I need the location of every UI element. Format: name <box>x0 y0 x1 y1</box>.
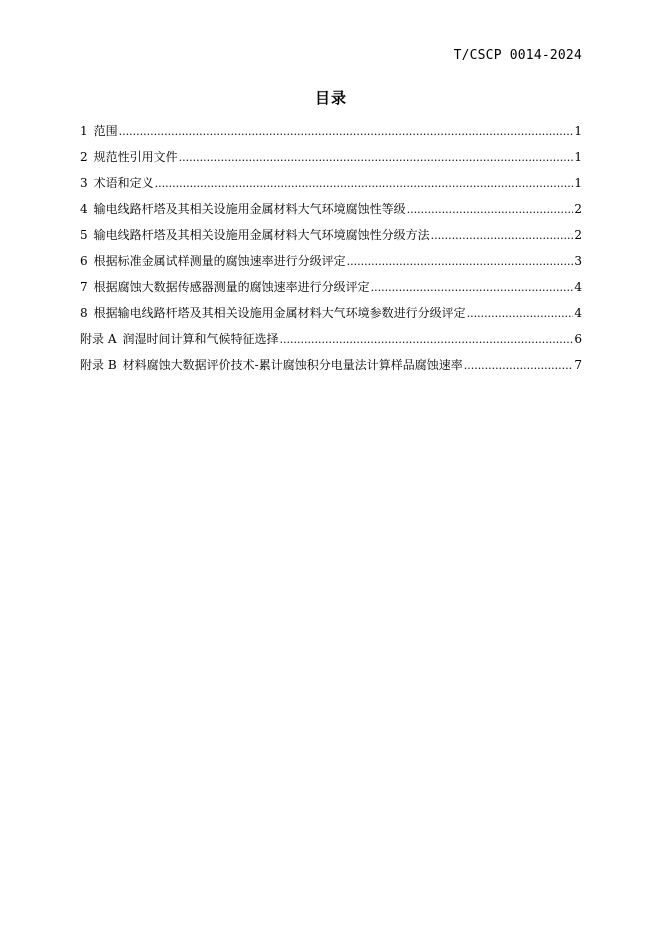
toc-entry-title: 润湿时间计算和气候特征选择 <box>122 332 279 346</box>
toc-entry-label <box>80 175 154 191</box>
toc-entry-page: 1 <box>574 176 582 190</box>
toc-entry-number: 1 <box>80 124 88 138</box>
toc-entry-label <box>80 357 463 373</box>
toc-entry-8[interactable] <box>80 295 582 321</box>
toc-entry-label <box>80 149 178 165</box>
toc-leader-dots <box>431 229 574 243</box>
toc-leader-dots <box>371 281 574 295</box>
toc-entry-label <box>80 331 279 347</box>
toc-entry-3[interactable] <box>80 165 582 191</box>
toc-entry-title: 范围 <box>93 124 118 138</box>
toc-entry-title: 材料腐蚀大数据评价技术-累计腐蚀积分电量法计算样品腐蚀速率 <box>122 358 463 372</box>
toc-entry-title: 输电线路杆塔及其相关设施用金属材料大气环境腐蚀性等级 <box>93 202 406 216</box>
toc-leader-dots <box>467 307 574 321</box>
toc-entry-label <box>80 253 346 269</box>
toc-entry-page: 7 <box>574 358 582 372</box>
toc-entry-number: 附录 B <box>80 358 117 372</box>
toc-entry-page: 4 <box>574 306 582 320</box>
toc-entry-number: 附录 A <box>80 332 117 346</box>
toc-entry-appendix-b[interactable] <box>80 347 582 373</box>
toc-entry-1[interactable] <box>80 113 582 139</box>
toc-leader-dots <box>119 125 574 139</box>
toc-entry-title: 输电线路杆塔及其相关设施用金属材料大气环境腐蚀性分级方法 <box>93 228 430 242</box>
toc-entry-page: 2 <box>574 202 582 216</box>
toc-entry-page: 2 <box>574 228 582 242</box>
toc-entry-page: 3 <box>574 254 582 268</box>
toc-leader-dots <box>407 203 574 217</box>
toc-entry-number: 7 <box>80 280 88 294</box>
toc-leader-dots <box>347 255 574 269</box>
toc-entry-2[interactable] <box>80 139 582 165</box>
toc-entry-number: 3 <box>80 176 88 190</box>
toc-entry-label <box>80 123 118 139</box>
toc-entry-title: 规范性引用文件 <box>93 150 178 164</box>
toc-entry-number: 5 <box>80 228 88 242</box>
toc-entry-4[interactable] <box>80 191 582 217</box>
toc-entry-label <box>80 227 430 243</box>
toc-entry-page: 6 <box>574 332 582 346</box>
toc-entry-number: 4 <box>80 202 88 216</box>
document-code: T/CSCP 0014-2024 <box>453 48 582 63</box>
toc-entry-page: 1 <box>574 150 582 164</box>
toc-entry-page: 4 <box>574 280 582 294</box>
toc-entry-title: 根据标准金属试样测量的腐蚀速率进行分级评定 <box>93 254 346 268</box>
toc-entry-5[interactable] <box>80 217 582 243</box>
toc-entry-7[interactable] <box>80 269 582 295</box>
table-of-contents <box>80 113 582 373</box>
toc-leader-dots <box>280 333 574 347</box>
toc-title: 目录 <box>314 89 347 107</box>
toc-entry-number: 2 <box>80 150 88 164</box>
toc-entry-number: 6 <box>80 254 88 268</box>
toc-leader-dots <box>464 359 574 373</box>
toc-leader-dots <box>179 151 574 165</box>
toc-entry-label <box>80 305 466 321</box>
toc-entry-6[interactable] <box>80 243 582 269</box>
toc-entry-label <box>80 201 406 217</box>
toc-entry-label <box>80 279 370 295</box>
toc-entry-number: 8 <box>80 306 88 320</box>
toc-entry-page: 1 <box>574 124 582 138</box>
toc-leader-dots <box>155 177 574 191</box>
toc-entry-appendix-a[interactable] <box>80 321 582 347</box>
toc-entry-title: 根据腐蚀大数据传感器测量的腐蚀速率进行分级评定 <box>93 280 370 294</box>
toc-entry-title: 术语和定义 <box>93 176 154 190</box>
toc-entry-title: 根据输电线路杆塔及其相关设施用金属材料大气环境参数进行分级评定 <box>93 306 466 320</box>
